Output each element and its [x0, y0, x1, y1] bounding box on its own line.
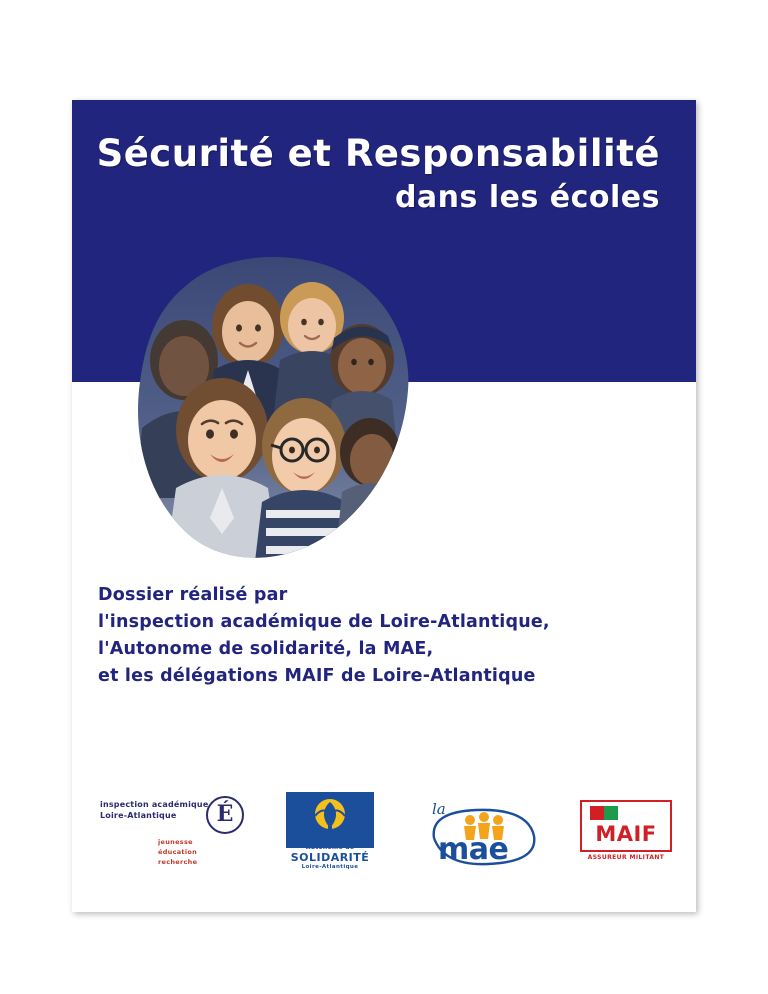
maif-green-square-icon	[604, 806, 618, 820]
logo-inspection-academique	[100, 800, 250, 878]
maif-name: MAIF	[595, 822, 657, 846]
logo-autonome-solidarite	[286, 792, 378, 884]
page-subtitle: dans les écoles	[394, 179, 660, 215]
solidarite-line-1: Autonome de	[305, 844, 355, 851]
ia-ministry-line-1: jeunesse	[158, 838, 193, 846]
ia-ministry-line-2: éducation	[158, 847, 198, 856]
logo-maif	[580, 800, 676, 872]
credits-line-3: l'Autonome de solidarité, la MAE,	[98, 639, 434, 660]
ia-ministry-text	[158, 838, 197, 867]
ia-monogram-icon: É	[206, 796, 244, 834]
credits-line-2: l'inspection académique de Loire-Atlantique,	[98, 612, 550, 633]
children-photo	[126, 248, 426, 588]
solidarite-line-3: Loire-Atlantique	[301, 864, 359, 870]
solidarite-label	[286, 844, 374, 870]
credits-line-4: et les délégations MAIF de Loire-Atlantique	[98, 666, 536, 687]
tree-icon	[303, 796, 357, 844]
logo-mae	[418, 798, 548, 878]
credits-block	[98, 582, 658, 691]
page-title: Sécurité et Responsabilité	[96, 132, 660, 175]
ia-line-2: Loire-Atlantique	[100, 810, 177, 820]
title-block	[72, 134, 696, 215]
logo-row	[72, 790, 696, 885]
mae-prefix: la	[432, 800, 446, 818]
maif-tagline: ASSUREUR MILITANT	[587, 854, 665, 861]
maif-badge	[580, 800, 672, 852]
solidarite-line-2: SOLIDARITÉ	[290, 851, 370, 864]
mae-name: mae	[438, 832, 509, 867]
ia-line-1: inspection académique	[100, 800, 209, 809]
ia-ministry-line-3: recherche	[158, 857, 198, 866]
document-page	[72, 100, 696, 912]
maif-red-square-icon	[590, 806, 604, 820]
credits-line-1: Dossier réalisé par	[98, 585, 288, 605]
solidarite-badge	[286, 792, 374, 848]
